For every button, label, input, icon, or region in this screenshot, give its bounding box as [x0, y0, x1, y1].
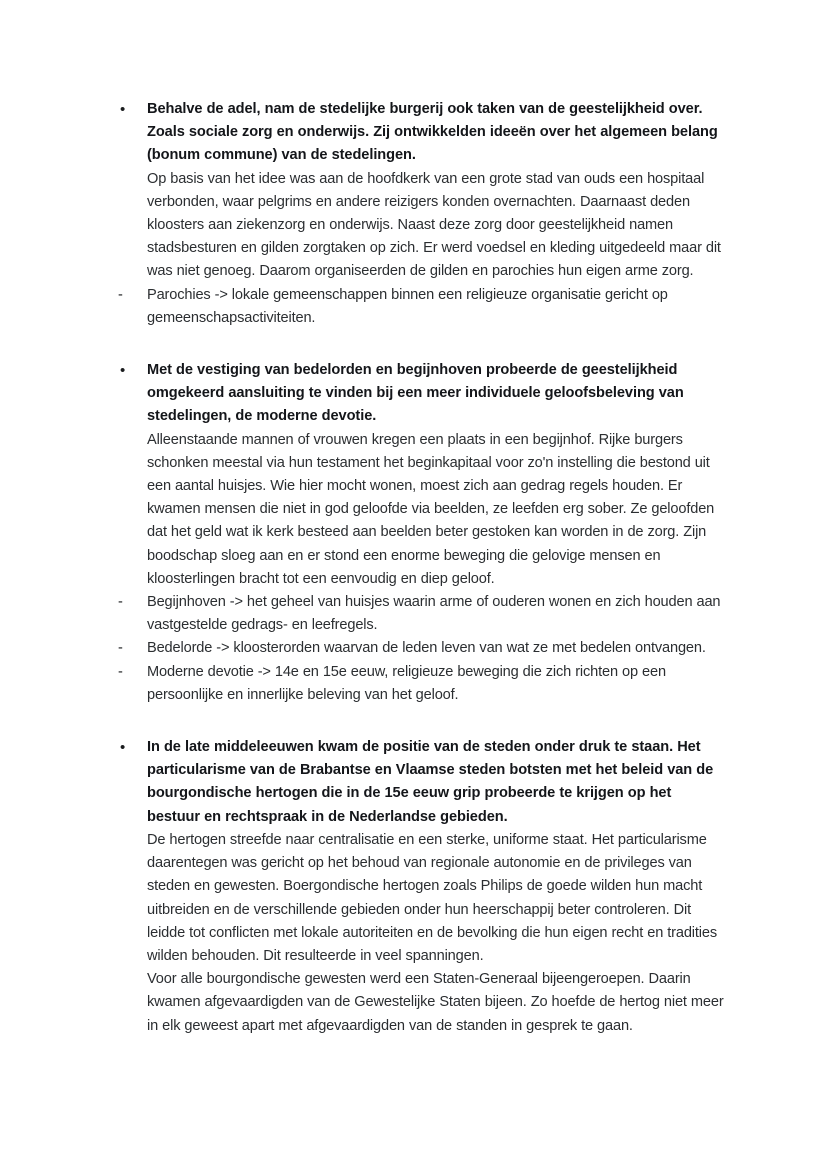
bullet-body-paragraph: Op basis van het idee was aan de hoofdkerk van een grote stad van ouds een hospitaal verbonden, waar pelgrims en andere reizigers konden overnachten. Daarnaast deden kloosters aan ziekenzorg en onderwijs. Naast deze zorg door geestelijkheid namen stadsbesturen en gilden zorgtaken op zich. Er werd voedsel en kleding uitgedeeld maar dit was niet genoeg. Daarom organiseerden de gilden en parochies hun eigen arme zorg.: [147, 170, 721, 280]
definition-text: Begijnhoven -> het geheel van huisjes waarin arme of ouderen wonen en zich houden aan vastgestelde gedrags- en leefregels.: [147, 594, 721, 634]
document-body: [118, 98, 728, 1038]
bullet-lead-text: Met de vestiging van bedelorden en begijnhoven probeerde de geestelijkheid omgekeerd aansluiting te vinden bij een meer individuele geloofsbeleving van stedelingen, de moderne devotie.: [147, 362, 684, 425]
definition-text: Bedelorde -> kloosterorden waarvan de leden leven van wat ze met bedelen ontvangen.: [147, 640, 706, 657]
bullet-item: [118, 359, 728, 591]
bullet-body-paragraph: De hertogen streefde naar centralisatie en een sterke, uniforme staat. Het particularisme daarentegen was gericht op het behoud van regionale autonomie en de privileges van steden en gewesten. Boergondische hertogen zoals Philips de goede wilden hun macht uitbreiden en de verschillende gebieden onder hun heerschappij beter controleren. Dit leidde tot conflicten met lokale autoriteiten en de bevolking die hun eigen recht en tradities wilden behouden. Dit resulteerde in veel spanningen.: [147, 831, 718, 964]
definition-item: [118, 661, 728, 707]
definition-item: [118, 284, 728, 330]
bullet-body-paragraph: Voor alle bourgondische gewesten werd een Staten-Generaal bijeengeroepen. Daarin kwamen afgevaardigden van de Gewestelijke Staten bijeen. Zo hoefde de hertog niet meer in elk geweest apart met afgevaardigden van de standen in gesprek te gaan.: [147, 971, 724, 1034]
bullet-item: [118, 98, 728, 284]
definition-text: Parochies -> lokale gemeenschappen binnen een religieuze organisatie gericht op gemeenschapsactiviteiten.: [147, 286, 668, 326]
dash-bullet-icon: -: [118, 640, 123, 657]
bullet-section: [118, 359, 728, 707]
bullet-lead-text: Behalve de adel, nam de stedelijke burgerij ook taken van de geestelijkheid over. Zoals sociale zorg en onderwijs. Zij ontwikkelden ideeën over het algemeen belang (bonum commune) van de stedelingen.: [147, 101, 718, 164]
definition-text: Moderne devotie -> 14e en 15e eeuw, religieuze beweging die zich richten op een persoonlijke en innerlijke beleving van het geloof.: [147, 663, 666, 703]
bullet-point-icon: •: [120, 101, 126, 118]
bullet-lead-text: In de late middeleeuwen kwam de positie van de steden onder druk te staan. Het particularisme van de Brabantse en Vlaamse steden botsten met het beleid van de bourgondische hertogen die in de 15e eeuw grip probeerde te krijgen op het bestuur en rechtspraak in de Nederlandse gebieden.: [147, 739, 714, 825]
bullet-point-icon: •: [120, 362, 126, 380]
dash-bullet-icon: -: [118, 663, 123, 680]
definition-item: [118, 591, 728, 637]
bullet-section: [118, 98, 728, 330]
dash-bullet-icon: -: [118, 594, 123, 611]
dash-bullet-icon: -: [118, 286, 123, 303]
bullet-body-paragraph: Alleenstaande mannen of vrouwen kregen een plaats in een begijnhof. Rijke burgers schonken meestal via hun testament het beginkapitaal voor zo'n instelling die bestond uit een aantal huisjes. Wie hier mocht wonen, moest zich aan gedrag regels houden. Er kwamen mensen die niet in god geloofde via beelden, ze leefden erg sober. Ze geloofden dat het geld wat ik kerk besteed aan beelden beter gestoken kan worden in de zorg. Zijn boodschap sloeg aan en er stond een enorme beweging die gelovige mensen en kloosterlingen bracht tot een eenvoudig en diep geloof.: [147, 431, 715, 587]
definition-item: [118, 637, 728, 660]
bullet-point-icon: •: [120, 739, 126, 757]
bullet-item: [118, 736, 728, 1038]
bullet-section: [118, 736, 728, 1038]
